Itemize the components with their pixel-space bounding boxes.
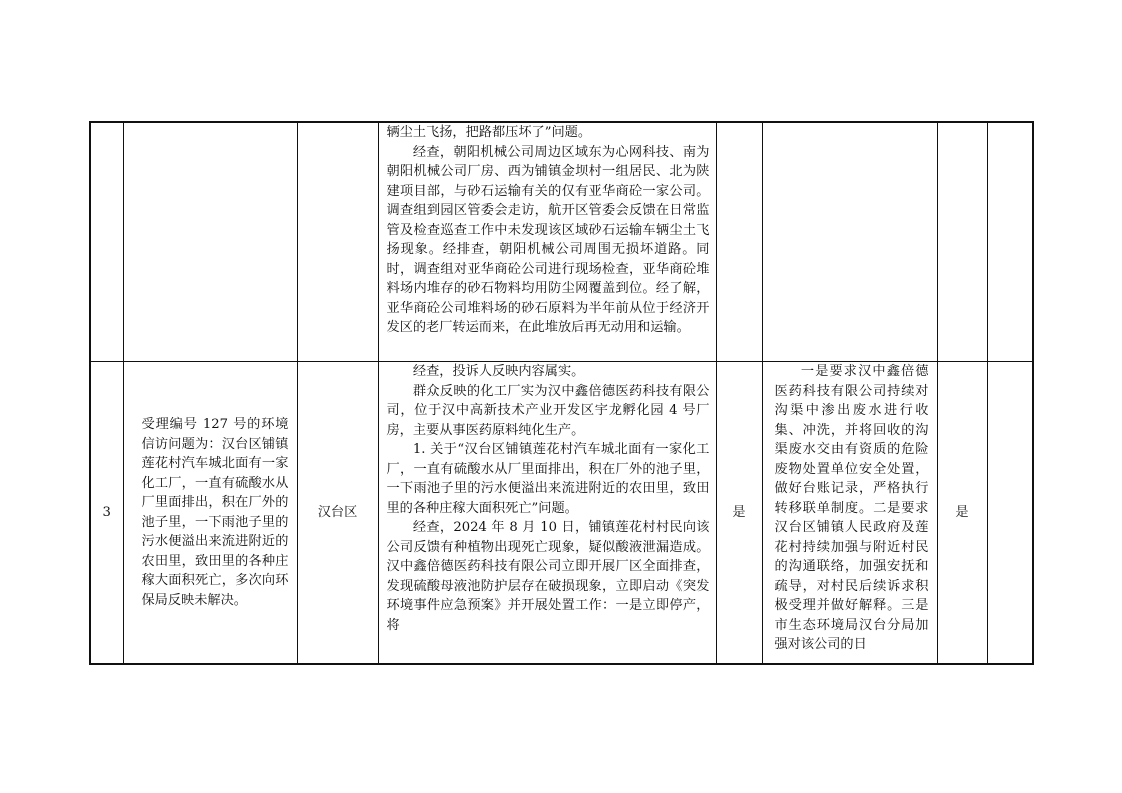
table-row — [90, 362, 1033, 665]
cell-measures — [762, 122, 937, 362]
content-paragraph: 经查，投诉人反映内容属实。 — [412, 364, 585, 379]
cell-issue — [123, 122, 297, 362]
content-paragraph: 经查，朝阳机械公司周边区域东为心网科技、南为朝阳机械公司厂房、西为铺镇金坝村一组居民、北为陕建项目部，与砂石运输有关的仅有亚华商砼一家公司。调查组到园区管委会走访，航开区管委会反馈在日常监管及检查巡查工作中未发现该区域砂石运输车辆尘土飞扬现象。经排查，朝阳机械公司周围无损坏道路。同时，调查组对亚华商砼公司进行现场检查，亚华商砼堆料场内堆存的砂石物料均用防尘网覆盖到位。经了解，亚华商砼公司堆料场的砂石原料为半年前从位于经济开发区的老厂转运而来，在此堆放后再无动用和运输。 — [386, 144, 710, 335]
content-paragraph: 群众反映的化工厂实为汉中鑫倍德医药科技有限公司，位于汉中高新技术产业开发区宇龙孵化园 4 号厂房，主要从事医药原料纯化生产。 — [386, 383, 710, 438]
cell-no — [90, 122, 123, 362]
cell-closed: 是 — [937, 362, 987, 665]
cell-extra — [987, 122, 1033, 362]
cell-content — [378, 122, 716, 362]
cell-content — [378, 362, 716, 665]
cell-district — [297, 122, 378, 362]
cell-verified — [716, 122, 762, 362]
cell-verified: 是 — [716, 362, 762, 665]
report-table — [89, 121, 1034, 665]
cell-no: 3 — [90, 362, 123, 665]
content-paragraph: 辆尘土飞扬，把路都压坏了”问题。 — [386, 125, 592, 140]
cell-closed — [937, 122, 987, 362]
measures-paragraph: 一是要求汉中鑫倍德医药科技有限公司持续对沟渠中渗出废水进行收集、冲洗，并将回收的沟渠废水交由有资质的危险废物处置单位安全处置，做好台账记录，严格执行转移联单制度。二是要求汉台区铺镇人民政府及莲花村持续加强与附近村民的沟通联络，加强安抚和疏导，对村民后续诉求积极受理并做好解释。三是市生态环境局汉台分局加强对该公司的日 — [774, 364, 929, 652]
table-row — [90, 122, 1033, 362]
cell-issue: 受理编号 127 号的环境信访问题为：汉台区铺镇莲花村汽车城北面有一家化工厂，一直有硫酸水从厂里面排出，积在厂外的池子里，一下雨池子里的污水便溢出来流进附近的农田里，致田里的各种庄稼大面积死亡，多次向环保局反映未解决。 — [123, 362, 297, 665]
content-paragraph: 经查，2024 年 8 月 10 日，铺镇莲花村村民向该公司反馈有种植物出现死亡现象，疑似酸液泄漏造成。汉中鑫倍德医药科技有限公司立即开展厂区全面排查，发现硫酸母液池防护层存在破损现象，立即启动《突发环境事件应急预案》并开展处置工作：一是立即停产，将 — [386, 520, 710, 633]
cell-extra — [987, 362, 1033, 665]
cell-district: 汉台区 — [297, 362, 378, 665]
content-paragraph: 1. 关于“汉台区铺镇莲花村汽车城北面有一家化工厂，一直有硫酸水从厂里面排出，积在厂外的池子里，一下雨池子里的污水便溢出来流进附近的农田里，致田里的各种庄稼大面积死亡”问题。 — [386, 442, 710, 516]
cell-measures — [762, 362, 937, 665]
